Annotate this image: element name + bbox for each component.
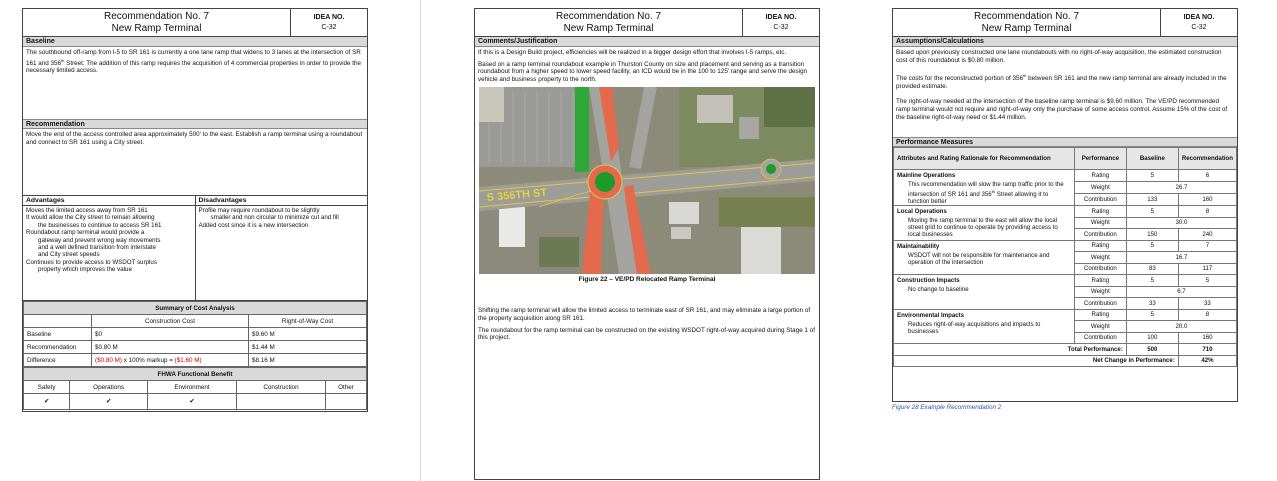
perf-weight-row xyxy=(894,286,1237,298)
weight-value: 26.7 xyxy=(1126,181,1236,193)
page-gutter xyxy=(420,0,421,481)
perf-rating-row xyxy=(894,309,1237,321)
col-row: Right-of-Way Cost xyxy=(249,315,367,328)
rating-recommendation: 8 xyxy=(1178,206,1236,218)
perf-group-name: Environmental Impacts xyxy=(894,309,1075,321)
rating-recommendation: 8 xyxy=(1178,309,1236,321)
cost-summary-table xyxy=(23,301,367,367)
rec-subtitle: New Ramp Terminal xyxy=(981,23,1072,34)
contribution-baseline: 133 xyxy=(1126,193,1178,205)
perf-group-name: Mainline Operations xyxy=(894,170,1075,182)
fhwa-col-operations: Operations xyxy=(70,381,148,394)
idea-label: IDEA NO. xyxy=(1183,14,1215,21)
total-label: Total Performance: xyxy=(894,344,1127,356)
contribution-recommendation: 117 xyxy=(1178,263,1236,275)
advantage-item: property which improves the value xyxy=(38,266,132,274)
contribution-recommendation: 33 xyxy=(1178,298,1236,310)
rating-recommendation: 7 xyxy=(1178,240,1236,252)
perf-weight-row xyxy=(894,252,1237,264)
advantages-list xyxy=(23,206,195,275)
rec-title: Recommendation No. 7 xyxy=(973,11,1080,22)
net-change-label: Net Change in Performance: xyxy=(894,355,1179,367)
perf-group-description: Moving the ramp terminal to the east will allow the local street grid to continue to operate by providing access to local businesses xyxy=(894,217,1075,240)
perf-rating-row xyxy=(894,170,1237,182)
perf-rating-row xyxy=(894,240,1237,252)
recommendation-text: Move the end of the access controlled area approximately 500' to the east. Establish a ramp terminal using a roundabout and connect to SR 161 using a City street. xyxy=(26,131,363,146)
contribution-baseline: 33 xyxy=(1126,298,1178,310)
advantage-item: gateway and prevent wrong way movements xyxy=(38,236,161,244)
idea-number: C-32 xyxy=(321,24,337,31)
rec-subtitle: New Ramp Terminal xyxy=(563,23,654,34)
disadvantages-list xyxy=(196,206,368,230)
weight-value: 30.0 xyxy=(1126,217,1236,229)
fhwa-col-safety: Safety xyxy=(24,381,70,394)
performance-heading: Performance Measures xyxy=(893,137,1237,147)
contribution-recommendation: 240 xyxy=(1178,229,1236,241)
figure-28-caption: Figure 28 Example Recommendation 2 xyxy=(892,404,1002,411)
rating-label: Rating xyxy=(1074,275,1126,287)
baseline-heading: Baseline xyxy=(23,37,367,47)
weight-label: Weight xyxy=(1074,252,1126,264)
baseline-header: Baseline xyxy=(1126,148,1178,170)
contribution-baseline: 150 xyxy=(1126,229,1178,241)
advantage-item: and City street speeds xyxy=(38,251,100,259)
perf-group-description: No change to baseline xyxy=(894,286,1075,309)
aerial-photo xyxy=(479,87,815,274)
page-header xyxy=(475,9,819,37)
advantage-item: the businesses to continue to access SR 161 xyxy=(38,221,162,229)
disadvantage-item: smaller and non circular to minimize cut and fill xyxy=(210,214,339,222)
rating-baseline: 5 xyxy=(1126,206,1178,218)
rating-recommendation: 5 xyxy=(1178,275,1236,287)
rating-baseline: 5 xyxy=(1126,240,1178,252)
advantage-item: Roundabout ramp terminal would provide a xyxy=(26,229,145,237)
page-header xyxy=(893,9,1237,37)
rating-recommendation: 6 xyxy=(1178,170,1236,182)
total-baseline: 500 xyxy=(1126,344,1178,356)
perf-group-name: Maintainability xyxy=(894,240,1075,252)
rating-baseline: 5 xyxy=(1126,170,1178,182)
idea-number: C-32 xyxy=(773,24,789,31)
weight-label: Weight xyxy=(1074,181,1126,193)
advantage-item: Continues to provide access to WSDOT surplus xyxy=(26,258,157,266)
rating-baseline: 5 xyxy=(1126,309,1178,321)
contribution-label: Contribution xyxy=(1074,332,1126,344)
advantage-item: Moves the limited access away from SR 161 xyxy=(26,207,148,214)
disadvantage-item: Profile may require roundabout to be slightly xyxy=(198,207,320,214)
performance-table xyxy=(893,147,1237,367)
rating-label: Rating xyxy=(1074,309,1126,321)
page-header xyxy=(23,9,367,37)
recommendation-heading: Recommendation xyxy=(23,119,367,129)
assumptions-heading: Assumptions/Calculations xyxy=(893,37,1237,47)
baseline-text: The southbound off-ramp from I-5 to SR 161 is currently a one lane ramp that widens to 3 lanes at the intersection of SR 161 and 356th Street. The addition of this ramp requires the acquisition of 4 commercial properties in order to provide the necessary limited access. xyxy=(26,49,362,75)
contribution-label: Contribution xyxy=(1074,229,1126,241)
perf-weight-row xyxy=(894,181,1237,193)
cost-row-baseline: Baseline $0 $9.60 M xyxy=(24,328,367,341)
perf-group-name: Construction Impacts xyxy=(894,275,1075,287)
contribution-label: Contribution xyxy=(1074,298,1126,310)
comments-text-lower: Shifting the ramp terminal will allow the limited access to terminate east of SR 161, and may eliminate a large portion of the property acquisition along SR 161. The roundabout for the ramp terminal can be constructed on the existing WSDOT right-of-way acquired during Stage 1 of this project. xyxy=(478,307,815,342)
advantages-section xyxy=(23,195,367,301)
recommendation-header: Recommendation xyxy=(1178,148,1236,170)
contribution-baseline: 83 xyxy=(1126,263,1178,275)
perf-weight-row xyxy=(894,217,1237,229)
perf-group-description: WSDOT will not be responsible for maintenance and operation of the intersection xyxy=(894,252,1075,275)
weight-label: Weight xyxy=(1074,217,1126,229)
weight-value: 20.0 xyxy=(1126,321,1236,333)
performance-header: Performance xyxy=(1074,148,1126,170)
perf-group-description: Reduces right-of-way acquisitions and impacts to businesses xyxy=(894,321,1075,344)
col-construction: Construction Cost xyxy=(92,315,249,328)
rec-title: Recommendation No. 7 xyxy=(103,11,210,22)
cost-row-difference: Difference ($0.80 M) x 100% markup = ($1.60 M) $8.16 M xyxy=(24,354,367,367)
page-2 xyxy=(474,8,820,480)
rating-label: Rating xyxy=(1074,206,1126,218)
idea-label: IDEA NO. xyxy=(765,14,797,21)
contribution-label: Contribution xyxy=(1074,263,1126,275)
advantages-heading: Advantages xyxy=(23,196,195,206)
comments-text: If this is a Design Build project, efficiencies will be realized in a bigger design effort that involves I-5 ramps, etc. Based on a ramp terminal roundabout example in Thurston County on size and placement and serving as a transition roundabout from a higher speed to lower speed facility, an ICD would be in the 100 to 125' range and serve the design vehicle and business property to the north. xyxy=(478,49,808,83)
perf-weight-row xyxy=(894,321,1237,333)
check-icon: ✔ xyxy=(70,394,148,410)
disadvantages-heading: Disadvantages xyxy=(196,196,368,206)
fhwa-col-construction: Construction xyxy=(237,381,326,394)
aerial-photo-graphic xyxy=(479,87,815,274)
check-icon: ✔ xyxy=(148,394,237,410)
disadvantage-item: Added cost since it is a new intersection xyxy=(198,221,309,229)
fhwa-col-environment: Environment xyxy=(148,381,237,394)
perf-rating-row xyxy=(894,275,1237,287)
cost-row-recommendation: Recommendation $0.80 M $1.44 M xyxy=(24,341,367,354)
rating-baseline: 5 xyxy=(1126,275,1178,287)
weight-value: 6.7 xyxy=(1126,286,1236,298)
figure-caption: Figure 22 – VE/PD Relocated Ramp Terminal xyxy=(578,276,716,284)
fhwa-col-other: Other xyxy=(325,381,366,394)
weight-label: Weight xyxy=(1074,321,1126,333)
perf-rating-row xyxy=(894,206,1237,218)
cost-title: Summary of Cost Analysis xyxy=(24,302,367,315)
check-icon: ✔ xyxy=(24,394,70,410)
rec-title: Recommendation No. 7 xyxy=(555,11,662,22)
net-change-value: 42% xyxy=(1178,355,1236,367)
total-performance-row xyxy=(894,344,1237,356)
street-label: S 356TH ST xyxy=(486,187,548,205)
net-change-row xyxy=(894,355,1237,367)
rec-subtitle: New Ramp Terminal xyxy=(111,23,202,34)
page-3 xyxy=(892,8,1238,402)
weight-value: 16.7 xyxy=(1126,252,1236,264)
contribution-recommendation: 160 xyxy=(1178,193,1236,205)
assumptions-text: Based upon previously constructed one lane roundabouts with no right-of-way acquisition, the estimated construction cost of this roundabout is $0.80 million. The costs for the reconstructed portion of 356th between SR 161 and the new ramp terminal are already included in the provided estimate. The right-of-way needed at the intersection of the baseline ramp terminal is $9.60 million. The VE/PD recommended ramp terminal would not require and right-of-way only the purchase of some access control. Assume 15% of the cost of the baseline right-of-way need or $1.44 million. xyxy=(896,49,1228,121)
rating-label: Rating xyxy=(1074,170,1126,182)
idea-label: IDEA NO. xyxy=(313,14,345,21)
total-recommendation: 710 xyxy=(1178,344,1236,356)
comments-heading: Comments/Justification xyxy=(475,37,819,47)
page-1 xyxy=(22,8,368,412)
contribution-label: Contribution xyxy=(1074,193,1126,205)
attr-header: Attributes and Rating Rationale for Recommendation xyxy=(894,148,1075,170)
contribution-recommendation: 160 xyxy=(1178,332,1236,344)
fhwa-benefit-table xyxy=(23,367,367,410)
advantage-item: It would allow the City street to remain allowing xyxy=(26,214,155,222)
contribution-baseline: 100 xyxy=(1126,332,1178,344)
rating-label: Rating xyxy=(1074,240,1126,252)
idea-number: C-32 xyxy=(1191,24,1207,31)
weight-label: Weight xyxy=(1074,286,1126,298)
fhwa-title: FHWA Functional Benefit xyxy=(24,368,367,381)
advantage-item: and a well defined transition from interstate xyxy=(38,244,156,252)
perf-group-description: This recommendation will slow the ramp traffic prior to the intersection of SR 161 and 356th Street allowing it to function better xyxy=(894,181,1075,206)
perf-group-name: Local Operations xyxy=(894,206,1075,218)
